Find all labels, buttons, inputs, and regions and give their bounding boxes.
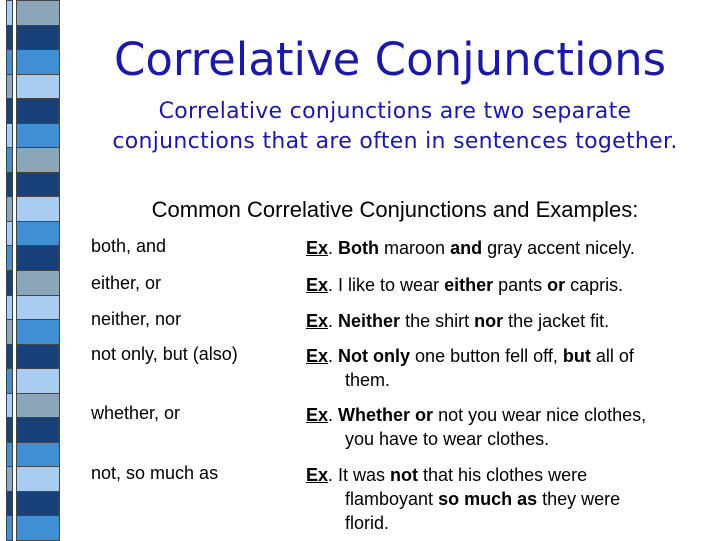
strip-block bbox=[16, 147, 60, 173]
subtitle-line-2: conjunctions that are often in sentences together. bbox=[112, 129, 678, 154]
strip-block bbox=[16, 442, 60, 468]
example-label: Ex bbox=[306, 465, 329, 485]
example-continuation: them. bbox=[345, 370, 391, 390]
strip-block bbox=[16, 49, 60, 75]
strip-edge-block bbox=[6, 344, 13, 370]
strip-block bbox=[16, 368, 60, 394]
strip-edge-block bbox=[6, 368, 13, 394]
strip-edge-block bbox=[6, 466, 13, 492]
example-text: Ex. Both maroon and gray accent nicely. bbox=[306, 238, 635, 258]
strip-block bbox=[16, 98, 60, 124]
strip-edge-block bbox=[6, 442, 13, 468]
strip-block bbox=[16, 515, 60, 541]
strip-block bbox=[16, 270, 60, 296]
strip-edge-block bbox=[6, 25, 13, 51]
example-text: Ex. Whether or not you wear nice clothes, you have to wear clothes. bbox=[306, 403, 706, 451]
strip-edge-block bbox=[6, 98, 13, 124]
strip-block bbox=[16, 319, 60, 345]
strip-edge-block bbox=[6, 491, 13, 517]
strip-block bbox=[16, 393, 60, 419]
strip-edge-block bbox=[6, 393, 13, 419]
strip-block bbox=[16, 295, 60, 321]
example-text: Ex. Not only one button fell off, but all of them. bbox=[306, 344, 706, 392]
strip-block bbox=[16, 25, 60, 51]
strip-block bbox=[16, 245, 60, 271]
decorative-color-strip bbox=[0, 0, 64, 540]
example-label: Ex bbox=[306, 275, 329, 295]
example-text: Ex. I like to wear either pants or capris. bbox=[306, 275, 624, 295]
strip-edge-block bbox=[6, 295, 13, 321]
example-text: Ex. It was not that his clothes were flamboyant so much as they were florid. bbox=[306, 463, 706, 535]
strip-edge-block bbox=[6, 123, 13, 149]
strip-block bbox=[16, 221, 60, 247]
strip-edge-block bbox=[6, 172, 13, 198]
strip-edge-block bbox=[6, 221, 13, 247]
conjunction-term: either, or bbox=[91, 273, 162, 293]
strip-block bbox=[16, 0, 60, 26]
strip-block bbox=[16, 196, 60, 222]
strip-edge-block bbox=[6, 417, 13, 443]
strip-edge-block bbox=[6, 0, 13, 26]
section-heading: Common Correlative Conjunctions and Examples: bbox=[151, 197, 639, 222]
strip-block bbox=[16, 344, 60, 370]
strip-block bbox=[16, 172, 60, 198]
example-label: Ex bbox=[306, 405, 329, 425]
strip-block bbox=[16, 417, 60, 443]
strip-edge-block bbox=[6, 49, 13, 75]
conjunction-term: both, and bbox=[91, 236, 167, 256]
strip-edge-block bbox=[6, 147, 13, 173]
strip-edge-block bbox=[6, 245, 13, 271]
example-continuation: flamboyant so much as they were bbox=[345, 489, 621, 509]
strip-edge-block bbox=[6, 74, 13, 100]
conjunction-term: not, so much as bbox=[91, 463, 219, 483]
conjunction-term: neither, nor bbox=[91, 309, 182, 329]
example-label: Ex bbox=[306, 238, 329, 258]
strip-block bbox=[16, 123, 60, 149]
conjunction-term: not only, but (also) bbox=[91, 344, 238, 364]
subtitle-line-1: Correlative conjunctions are two separate bbox=[158, 99, 632, 124]
conjunction-term: whether, or bbox=[91, 403, 181, 423]
example-continuation: you have to wear clothes. bbox=[345, 429, 550, 449]
strip-edge-block bbox=[6, 515, 13, 541]
strip-block bbox=[16, 74, 60, 100]
slide-title: Correlative Conjunctions bbox=[113, 33, 667, 86]
example-continuation: florid. bbox=[345, 513, 390, 533]
strip-edge-block bbox=[6, 196, 13, 222]
slide-subtitle bbox=[80, 97, 710, 157]
example-label: Ex bbox=[306, 346, 329, 366]
strip-edge-block bbox=[6, 319, 13, 345]
strip-block bbox=[16, 491, 60, 517]
strip-block bbox=[16, 466, 60, 492]
example-label: Ex bbox=[306, 311, 329, 331]
example-text: Ex. Neither the shirt nor the jacket fit. bbox=[306, 311, 610, 331]
strip-edge-block bbox=[6, 270, 13, 296]
